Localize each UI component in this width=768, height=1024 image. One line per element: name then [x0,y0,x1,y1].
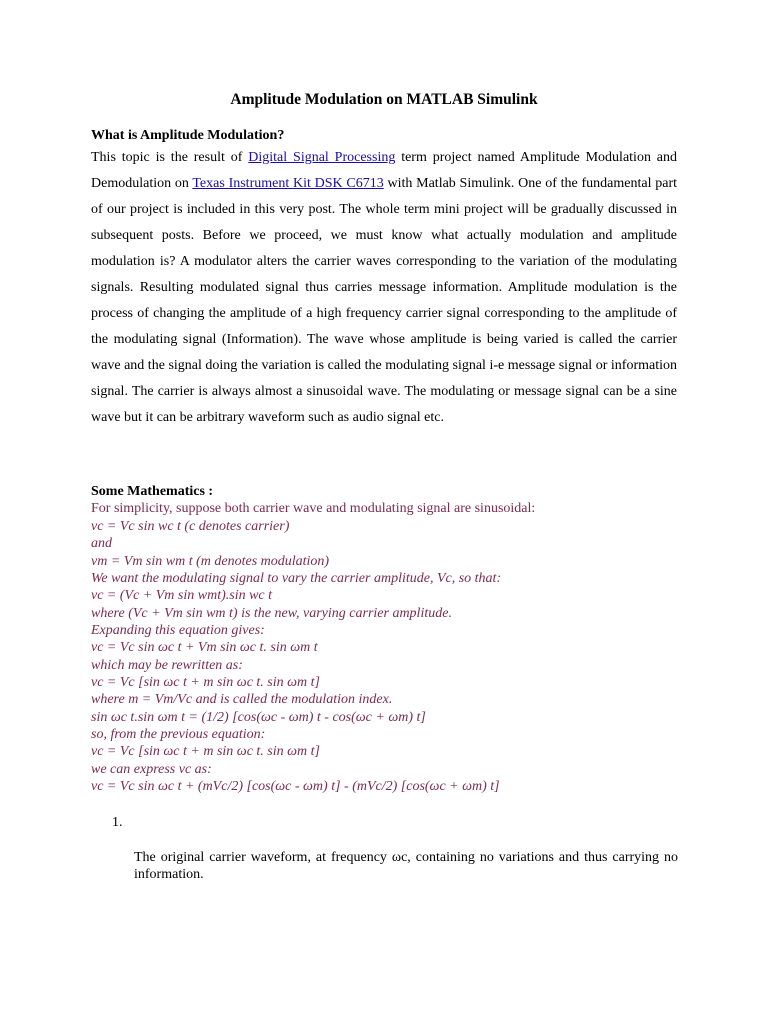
equation-line: vc = Vc sin wc t (c denotes carrier) [91,519,290,534]
equation-line: vc = Vc [sin ωc t + m sin ωc t. sin ωm t] [91,675,320,691]
intro-text-c: with Matlab Simulink. One of the fundamental part of our project is included in this very post. The whole term mini project will be gradually discussed in subsequent posts. Before we proceed, we must know what actually modulation and amplitude modulation is? A modulator alters the carrier waves corresponding to the variation of the modulating signals. Resulting modulated signal thus carries message information. Amplitude modulation is the process of changing the amplitude of a high frequency carrier signal corresponding to the amplitude of the modulating signal (Information). The wave whose amplitude is being varied is called the carrier wave and the signal doing the variation is called the modulating signal i-e message signal or information signal. The carrier is always almost a sinusoidal wave. The modulating or message signal can be a sine wave but it can be arbitrary waveform such as audio signal etc. [91,176,678,425]
document-title: Amplitude Modulation on MATLAB Simulink [230,91,538,108]
equation-line: sin ωc t.sin ωm t = (1/2) [cos(ωc - ωm) t - cos(ωc + ωm) t] [91,709,426,725]
equation-line: and [91,536,112,552]
equation-line: vc = (Vc + Vm sin wmt).sin wc t [91,588,273,604]
section-heading-some-mathematics: Some Mathematics : [91,484,214,499]
equation-list [91,518,691,796]
equation-line: vc = Vc sin ωc t + Vm sin ωc t. sin ωm t [91,640,318,656]
equation-line: which may be rewritten as: [91,657,243,673]
link-texas-instrument-kit[interactable]: Texas Instrument Kit DSK C6713 [192,176,384,191]
equation-line: vm = Vm sin wm t (m denotes modulation) [91,553,330,569]
math-intro-text: For simplicity, suppose both carrier wave and modulating signal are sinusoidal: [91,501,536,516]
equation-line: we can express vc as: [91,761,212,777]
intro-text-a: This topic is the result of [91,150,249,165]
link-digital-signal-processing[interactable]: Digital Signal Processing [248,150,396,165]
figure-caption: The original carrier waveform, at frequency ωc, containing no variations and thus carrying no information. [134,850,678,882]
equation-line: vc = Vc sin ωc t + (mVc/2) [cos(ωc - ωm) t] - (mVc/2) [cos(ωc + ωm) t] [91,779,500,795]
list-number: 1. [112,815,123,830]
intro-paragraph [91,145,677,431]
equation-line: so, from the previous equation: [91,727,266,743]
equation-line: vc = Vc [sin ωc t + m sin ωc t. sin ωm t] [91,744,320,760]
equation-line: where (Vc + Vm sin wm t) is the new, varying carrier amplitude. [91,605,452,621]
section-heading-what-is-am: What is Amplitude Modulation? [91,128,285,143]
equation-line: We want the modulating signal to vary the carrier amplitude, Vc, so that: [91,571,502,587]
equation-line: where m = Vm/Vc and is called the modulation index. [91,692,393,708]
equation-line: Expanding this equation gives: [91,623,265,639]
intro-text-b: term project named Amplitude Modulation and Demodulation on [91,150,678,191]
